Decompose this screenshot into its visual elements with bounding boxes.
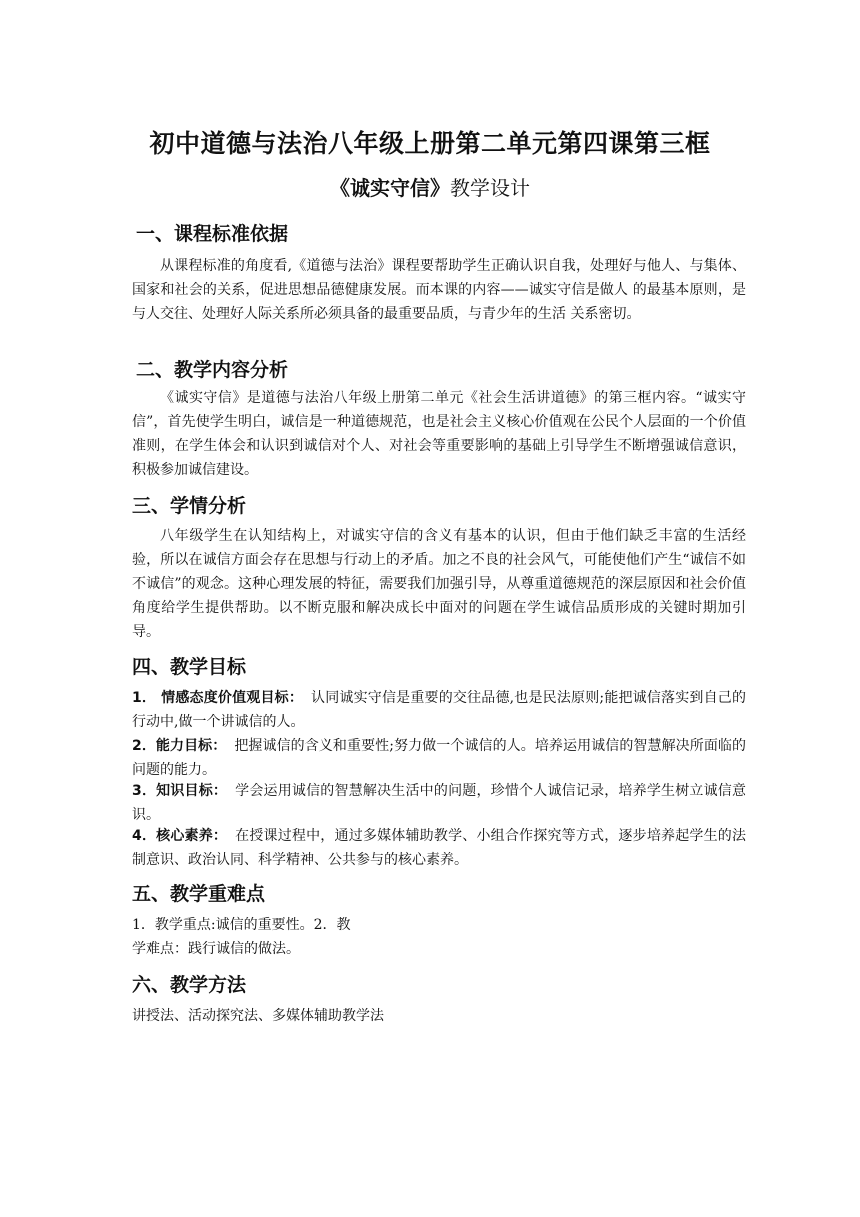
subtitle-lesson-name: 《诚实守信》	[330, 176, 450, 200]
section-6-heading: 六、教学方法	[132, 974, 247, 996]
objective-text: 把握诚信的含义和重要性;努力做一个诚信的人。培养运用诚信的智慧解决所面临的问题的能力。	[132, 738, 746, 778]
section-6-body: 讲授法、活动探究法、多媒体辅助教学法	[132, 1008, 384, 1024]
section-2-body: 《诚实守信》是道德与法治八年级上册第二单元《社会生活讲道德》的第三框内容。“诚实守信”，首先使学生明白，诚信是一种道德规范，也是社会主义核心价值观在公民个人层面的一个价值准则，在学生体会和认识到诚信对个人、对社会等重要影响的基础上引导学生不断增强诚信意识，积极参加诚信建设。	[132, 390, 746, 478]
section-3-body: 八年级学生在认知结构上，对诚实守信的含义有基本的认识，但由于他们缺乏丰富的生活经验，所以在诚信方面会存在思想与行动上的矛盾。加之不良的社会风气，可能使他们产生“诚信不如不诚信”的观念。这种心理发展的特征，需要我们加强引导，从尊重道德规范的深层原因和社会价值角度给学生提供帮助。以不断克服和解决成长中面对的问题在学生诚信品质形成的关键时期加引导。	[132, 528, 746, 640]
objective-text: 学会运用诚信的智慧解决生活中的问题，珍惜个人诚信记录，培养学生树立诚信意识。	[132, 783, 746, 823]
section-1-body: 从课程标准的角度看,《道德与法治》课程要帮助学生正确认识自我，处理好与他人、与集体、国家和社会的关系，促进思想品德健康发展。而本课的内容——诚实守信是做人 的最基本原则，是与人交往、处理好人际关系所必须具备的最重要品质，与青少年的生活 关系密切。	[132, 258, 746, 322]
objective-item	[132, 734, 746, 782]
objective-text: 认同诚实守信是重要的交往品德,也是民法原则;能把诚信落实到自己的行动中,做一个讲诚信的人。	[132, 690, 746, 730]
objective-label: 3．知识目标：	[132, 783, 228, 799]
section-3-heading: 三、学情分析	[132, 495, 247, 517]
objective-item	[132, 686, 746, 734]
objective-item	[132, 824, 746, 872]
objective-item	[132, 779, 746, 827]
section-2-heading: 二、教学内容分析	[136, 359, 289, 381]
section-5-heading: 五、教学重难点	[132, 883, 266, 905]
objective-label: 1． 情感态度价值观目标：	[132, 690, 304, 706]
section-1-heading: 一、课程标准依据	[136, 223, 289, 245]
objective-label: 2．能力目标：	[132, 738, 227, 754]
section-4-heading: 四、教学目标	[132, 656, 247, 678]
section-5-line-1: 1．教学重点:诚信的重要性。2．教	[132, 917, 351, 933]
objective-text: 在授课过程中，通过多媒体辅助教学、小组合作探究等方式，逐步培养起学生的法制意识、政治认同、科学精神、公共参与的核心素养。	[132, 828, 746, 868]
section-5-line-2: 学难点：践行诚信的做法。	[132, 941, 300, 957]
document-subtitle	[0, 172, 860, 201]
objective-label: 4．核心素养：	[132, 828, 228, 844]
subtitle-suffix: 教学设计	[450, 176, 530, 200]
document-title: 初中道德与法治八年级上册第二单元第四课第三框	[149, 129, 711, 158]
